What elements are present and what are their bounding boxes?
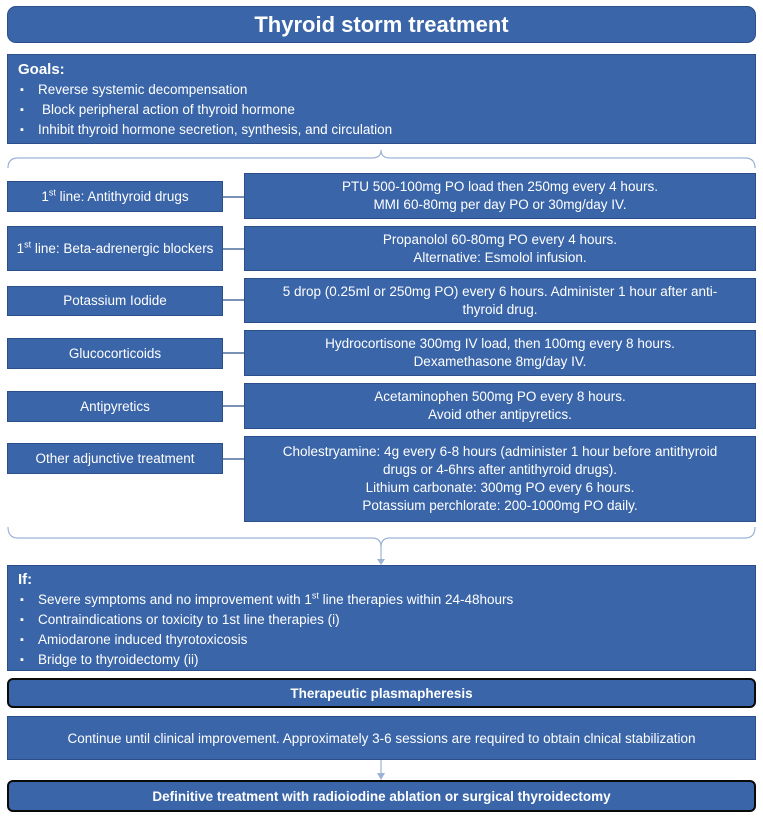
definitive-treatment-box: Definitive treatment with radioiodine ablation or surgical thyroidectomy xyxy=(7,780,756,812)
if-heading: If: xyxy=(18,571,33,588)
if-item xyxy=(18,630,745,650)
if-item-text: Bridge to thyroidectomy (ii) xyxy=(38,652,199,667)
detail-line: PTU 500-100mg PO load then 250mg every 4 hours. xyxy=(342,179,658,194)
detail-line: Acetaminophen 500mg PO every 8 hours. xyxy=(374,389,626,404)
if-item-text: Contraindications or toxicity to 1st line therapies (i) xyxy=(38,612,340,627)
treatment-label-beta-blockers xyxy=(7,226,223,271)
if-item-text: Severe symptoms and no improvement with 1 xyxy=(38,592,312,607)
if-item xyxy=(18,650,745,670)
treatment-details-antipyretics xyxy=(244,383,756,429)
if-box xyxy=(7,565,756,671)
if-item xyxy=(18,590,745,610)
label-text: Antipyretics xyxy=(80,398,150,414)
final-arrow-head xyxy=(377,773,385,780)
goal-item: ▪ Inhibit thyroid hormone secretion, synthesis, and circulation xyxy=(18,120,745,140)
detail-line: MMI 60-80mg per day PO or 30mg/day IV. xyxy=(373,197,627,212)
detail-line: Dexamethasone 8mg/day IV. xyxy=(413,354,587,369)
detail-line: Alternative: Esmolol infusion. xyxy=(413,249,587,265)
label-text: line: Antithyroid drugs xyxy=(55,188,189,204)
treatment-label-glucocorticoids xyxy=(7,338,223,369)
if-item-sup: st xyxy=(311,590,319,601)
treatment-label-potassium-iodide xyxy=(7,286,223,316)
continue-box: Continue until clinical improvement. Approximately 3-6 sessions are required to obtain clnical stabilization xyxy=(7,716,756,760)
label-ordinal-suffix: st xyxy=(48,187,56,197)
if-item-text: Amiodarone induced thyrotoxicosis xyxy=(38,632,248,647)
treatment-details-adjunctive xyxy=(244,436,756,522)
treatment-label-adjunctive xyxy=(7,443,223,474)
label-ordinal-suffix: st xyxy=(24,239,32,249)
bottom-brace xyxy=(8,527,755,547)
treatment-details-beta-blockers xyxy=(244,226,756,271)
treatment-details-potassium-iodide xyxy=(244,278,756,323)
if-item-text: line therapies within 24-48hours xyxy=(318,592,514,607)
label-text: Other adjunctive treatment xyxy=(35,450,195,466)
treatment-details-antithyroid xyxy=(244,173,756,219)
label-ordinal: 1 xyxy=(16,240,25,256)
label-text: Glucocorticoids xyxy=(68,345,162,361)
detail-line: Propanolol 60-80mg PO every 4 hours. xyxy=(382,231,618,247)
goal-item: ▪ Reverse systemic decompensation xyxy=(18,80,745,100)
goal-item: ▪ Block peripheral action of thyroid hormone xyxy=(18,100,745,120)
diagram-title: Thyroid storm treatment xyxy=(7,6,756,43)
detail-line: Avoid other antipyretics. xyxy=(428,407,572,422)
treatment-details-glucocorticoids xyxy=(244,330,756,376)
if-item xyxy=(18,610,745,630)
detail-line: Potassium perchlorate: 200-1000mg PO daily. xyxy=(362,498,638,513)
plasmapheresis-box: Therapeutic plasmapheresis xyxy=(7,678,756,708)
if-list xyxy=(18,590,745,670)
treatment-label-antipyretics xyxy=(7,391,223,422)
top-brace xyxy=(8,150,755,168)
detail-line: Hydrocortisone 300mg IV load, then 100mg every 8 hours. xyxy=(325,336,675,351)
detail-line: 5 drop (0.25ml or 250mg PO) every 6 hours. Administer 1 hour after anti-thyroid drug. xyxy=(282,283,718,317)
treatment-label-antithyroid xyxy=(7,181,223,212)
label-text: line: Beta-adrenergic blockers xyxy=(31,240,214,256)
detail-line: Cholestryamine: 4g every 6-8 hours (administer 1 hour before antithyroid drugs or 4-6hrs after antithyroid drugs). xyxy=(282,444,718,477)
label-ordinal: 1 xyxy=(41,188,49,204)
label-text: Potassium Iodide xyxy=(63,293,167,308)
detail-line: Lithium carbonate: 300mg PO every 6 hours. xyxy=(365,480,635,495)
goals-heading: Goals: xyxy=(18,61,65,78)
